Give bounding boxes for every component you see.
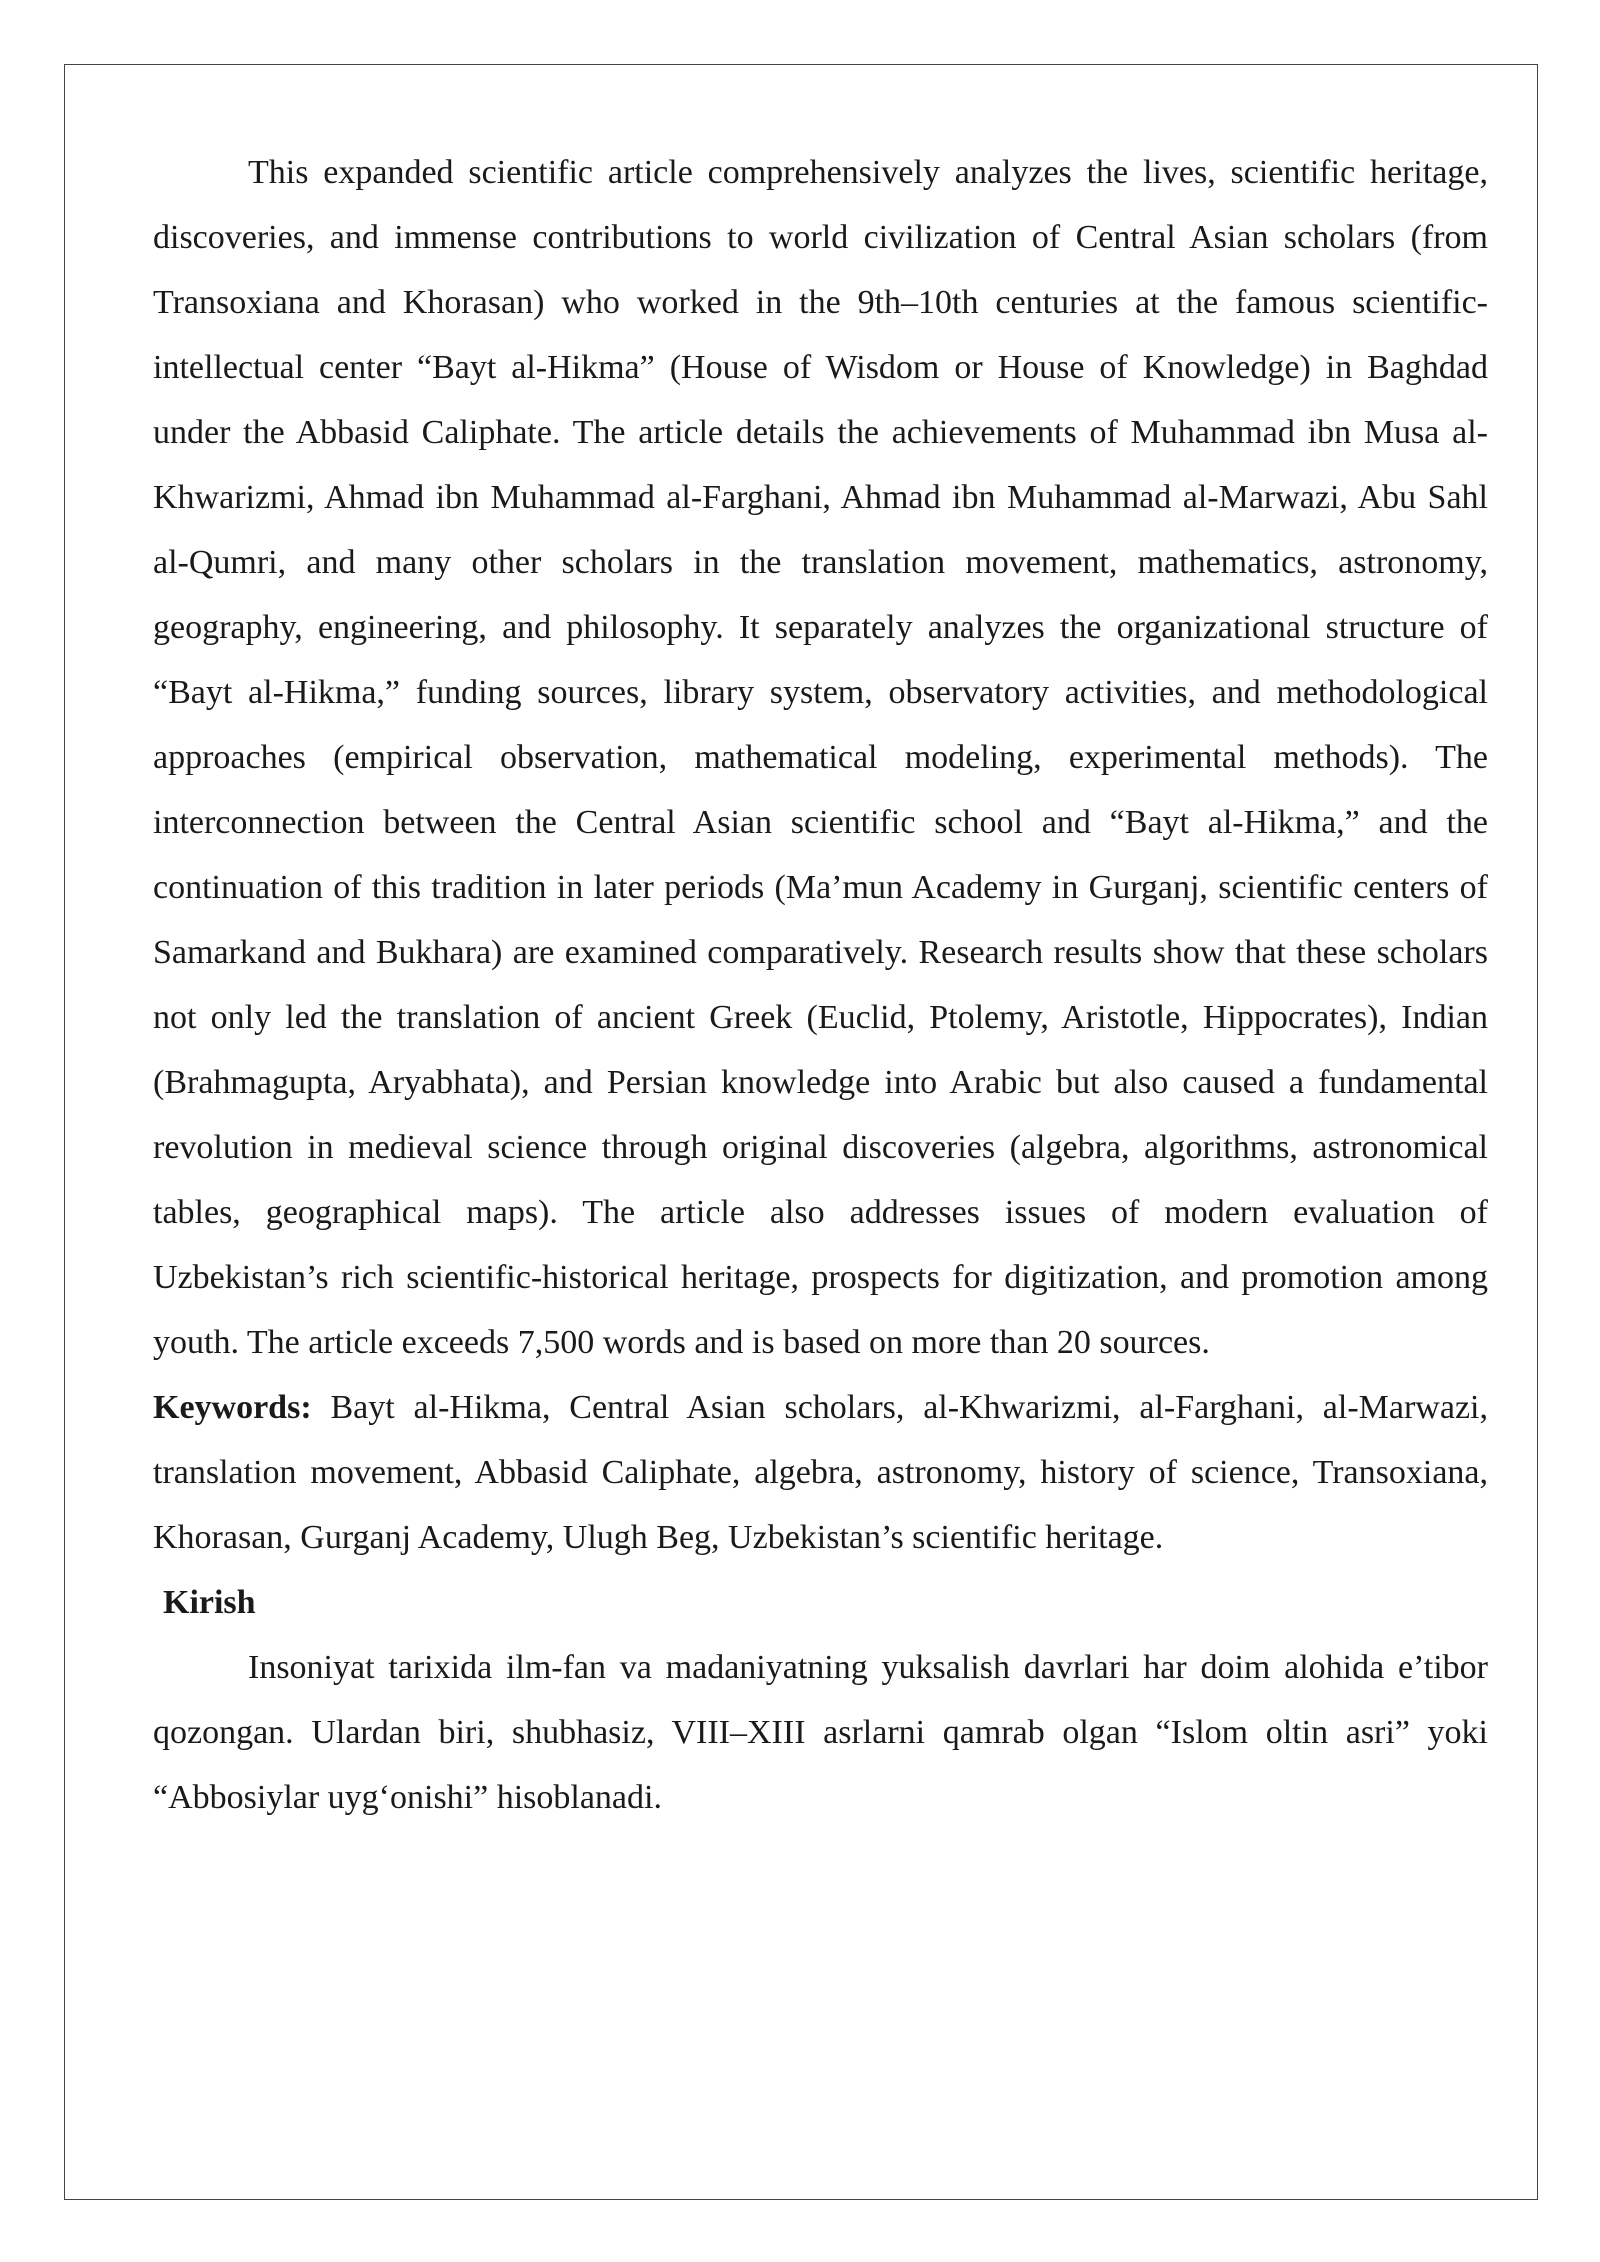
keywords-list: Bayt al-Hikma, Central Asian scholars, al-Khwarizmi, al-Farghani, al-Marwazi, translation movement, Abbasid Caliphate, algebra, astronomy, history of science, Transoxiana, Khorasan, Gurganj Academy, Ulugh Beg, Uzbekistan’s scientific heritage. xyxy=(153,1389,1488,1556)
section-heading-introduction: Kirish xyxy=(163,1584,256,1621)
abstract-paragraph: This expanded scientific article comprehensively analyzes the lives, scientific heritage, discoveries, and immense contributions to world civilization of Central Asian scholars (from Transoxiana and Khorasan) who worked in the 9th–10th centuries at the famous scientific-intellectual center “Bayt al-Hikma” (House of Wisdom or House of Knowledge) in Baghdad under the Abbasid Caliphate. The article details the achievements of Muhammad ibn Musa al-Khwarizmi, Ahmad ibn Muhammad al-Farghani, Ahmad ibn Muhammad al-Marwazi, Abu Sahl al-Qumri, and many other scholars in the translation movement, mathematics, astronomy, geography, engineering, and philosophy. It separately analyzes the organizational structure of “Bayt al-Hikma,” funding sources, library system, observatory activities, and methodological approaches (empirical observation, mathematical modeling, experimental methods). The interconnection between the Central Asian scientific school and “Bayt al-Hikma,” and the continuation of this tradition in later periods (Ma’mun Academy in Gurganj, scientific centers of Samarkand and Bukhara) are examined comparatively. Research results show that these scholars not only led the translation of ancient Greek (Euclid, Ptolemy, Aristotle, Hippocrates), Indian (Brahmagupta, Aryabhata), and Persian knowledge into Arabic but also caused a fundamental revolution in medieval science through original discoveries (algebra, algorithms, astronomical tables, geographical maps). The article also addresses issues of modern evaluation of Uzbekistan’s rich scientific-historical heritage, prospects for digitization, and promotion among youth. The article exceeds 7,500 words and is based on more than 20 sources. xyxy=(153,154,1488,1361)
keywords-paragraph xyxy=(153,1375,1488,1570)
document-body xyxy=(153,140,1488,1830)
introduction-paragraph: Insoniyat tarixida ilm-fan va madaniyatning yuksalish davrlari har doim alohida e’tibor qozongan. Ulardan biri, shubhasiz, VIII–XIII asrlarni qamrab olgan “Islom oltin asri” yoki “Abbosiylar uyg‘onishi” hisoblanadi. xyxy=(153,1649,1488,1816)
keywords-label: Keywords: xyxy=(153,1389,312,1426)
